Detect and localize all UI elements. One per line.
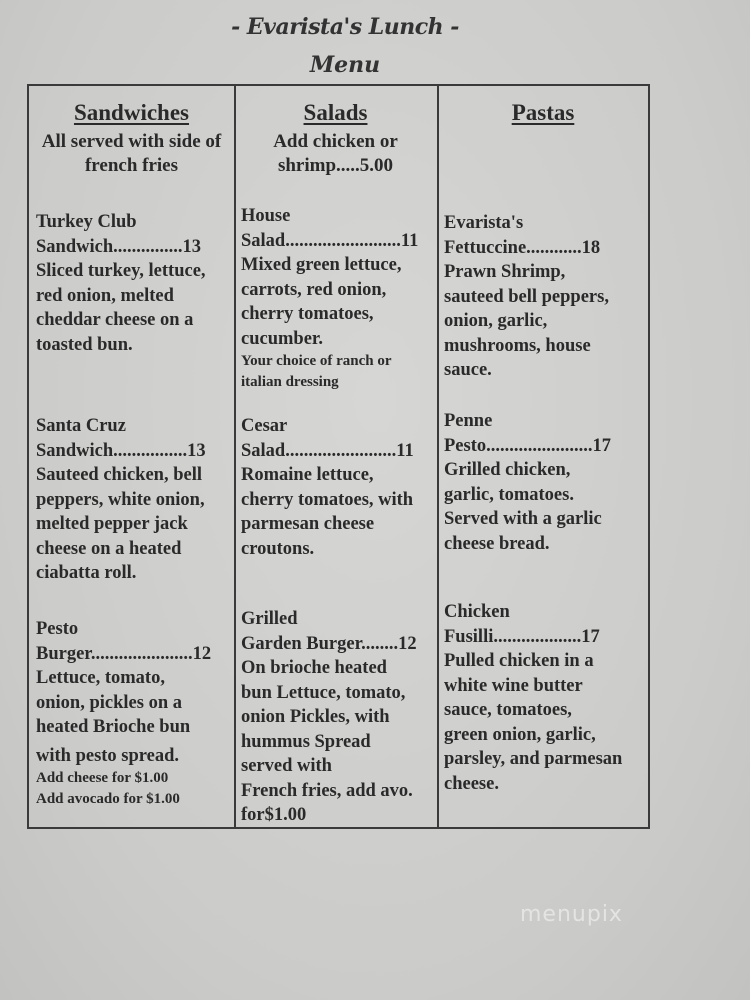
section-heading: Pastas <box>511 100 575 125</box>
item-description: Mixed green lettuce, <box>241 255 402 275</box>
column-header <box>234 100 437 178</box>
item-name: Penne <box>444 411 493 431</box>
section-note: french fries <box>84 155 179 176</box>
item-description: On brioche heated <box>241 658 387 678</box>
item-description: parmesan cheese <box>241 514 375 534</box>
item-description: Sliced turkey, lettuce, <box>36 261 206 281</box>
item-description: served with <box>241 756 332 776</box>
item-description: parsley, and parmesan <box>444 749 623 769</box>
watermark: menupix <box>520 902 623 927</box>
item-name: Pesto.......................17 <box>444 435 611 456</box>
item-name: Santa Cruz <box>36 416 126 436</box>
item-description: bun Lettuce, tomato, <box>241 682 406 703</box>
item-description: onion Pickles, with <box>241 707 390 727</box>
item-description: croutons. <box>241 538 315 559</box>
column-header <box>437 100 649 126</box>
column-sandwiches <box>29 86 236 827</box>
menu-subtitle: Menu <box>309 52 381 78</box>
item-description: Pulled chicken in a <box>444 651 594 671</box>
menu-item <box>36 617 211 810</box>
column-pastas <box>437 86 649 827</box>
item-name: Sandwich................13 <box>36 440 206 461</box>
item-name: Sandwich...............13 <box>36 236 201 257</box>
menu-item <box>36 414 206 586</box>
item-description: for$1.00 <box>241 805 307 825</box>
item-description: cheese bread. <box>444 533 550 554</box>
item-description: cherry tomatoes, <box>241 304 374 324</box>
item-name: Fettuccine............18 <box>444 237 601 258</box>
item-description: red onion, melted <box>36 285 174 306</box>
section-note: Add chicken or <box>273 131 398 152</box>
item-name: Salad.........................11 <box>241 230 419 251</box>
item-extra-note: Your choice of ranch or <box>241 353 392 369</box>
column-header <box>29 100 234 178</box>
item-description: carrots, red onion, <box>241 279 387 300</box>
item-description: Grilled chicken, <box>444 460 571 480</box>
item-description: green onion, garlic, <box>444 724 596 745</box>
section-note: All served with side of <box>41 131 222 152</box>
section-heading: Sandwiches <box>73 100 190 125</box>
item-description: sauce, tomatoes, <box>444 700 572 720</box>
item-extra-note: Add avocado for $1.00 <box>36 791 180 807</box>
item-description: sauteed bell peppers, <box>444 286 609 307</box>
item-name: Garden Burger........12 <box>241 633 417 654</box>
item-description: ciabatta roll. <box>36 563 137 583</box>
item-description: Served with a garlic <box>444 509 602 529</box>
item-name: Cesar <box>241 416 288 436</box>
item-description: cheddar cheese on a <box>36 310 194 330</box>
item-description: hummus Spread <box>241 731 371 752</box>
item-description: toasted bun. <box>36 334 133 355</box>
item-description: cheese on a heated <box>36 538 182 559</box>
item-name: Chicken <box>444 602 510 622</box>
item-name: Pesto <box>36 619 79 639</box>
item-name: Turkey Club <box>36 212 137 232</box>
item-description: Sauteed chicken, bell <box>36 465 202 485</box>
menu-table <box>27 84 650 829</box>
menu-item <box>444 211 609 383</box>
item-description: Romaine lettuce, <box>241 465 374 485</box>
item-name: Grilled <box>241 609 298 629</box>
item-extra-note: Add cheese for $1.00 <box>36 770 169 786</box>
item-description: garlic, tomatoes. <box>444 484 574 505</box>
menu-item <box>444 409 611 556</box>
menu-item <box>36 210 206 357</box>
menu-item <box>444 600 622 796</box>
item-description: with pesto spread. <box>36 745 180 766</box>
item-description: melted pepper jack <box>36 514 188 534</box>
item-description: mushrooms, house <box>444 335 591 356</box>
item-description: white wine butter <box>444 675 583 696</box>
menu-item <box>241 204 418 393</box>
column-salads <box>234 86 439 827</box>
menu-item <box>241 607 417 828</box>
item-description: Prawn Shrimp, <box>444 262 566 282</box>
section-heading: Salads <box>303 100 368 125</box>
item-name: Evarista's <box>444 213 524 233</box>
item-description: cucumber. <box>241 328 324 349</box>
item-extra-note: italian dressing <box>241 374 339 390</box>
item-name: Salad........................11 <box>241 440 414 461</box>
item-description: French fries, add avo. <box>241 780 413 801</box>
section-note: shrimp.....5.00 <box>277 155 394 176</box>
item-description: cheese. <box>444 773 499 794</box>
item-description: heated Brioche bun <box>36 717 191 737</box>
item-description: onion, garlic, <box>444 311 548 331</box>
item-name: Fusilli...................17 <box>444 626 600 647</box>
restaurant-title: - Evarista's Lunch - <box>231 14 459 40</box>
menu-item <box>241 414 414 561</box>
item-name: House <box>241 206 291 226</box>
item-description: onion, pickles on a <box>36 692 182 713</box>
item-description: peppers, white onion, <box>36 489 205 510</box>
item-description: Lettuce, tomato, <box>36 668 165 688</box>
item-description: sauce. <box>444 360 492 380</box>
item-description: cherry tomatoes, with <box>241 489 414 510</box>
item-name: Burger......................12 <box>36 643 212 664</box>
